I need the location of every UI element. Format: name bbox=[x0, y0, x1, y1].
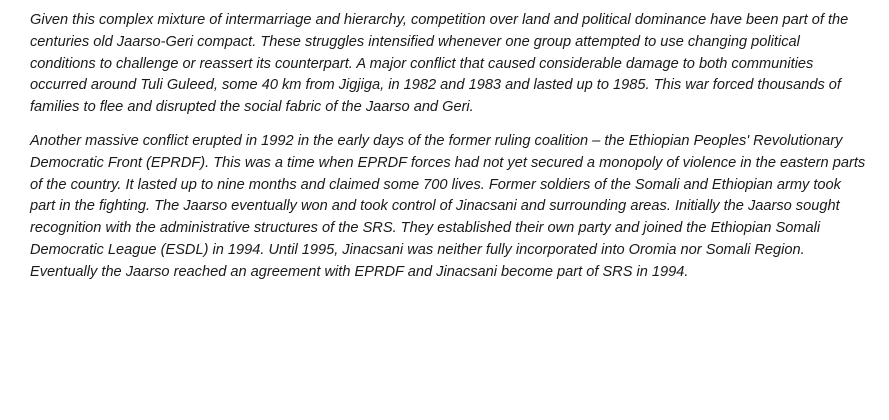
paragraph-jaarso-geri-compact: Given this complex mixture of intermarriage and hierarchy, competition over land and political dominance have been part of the centuries old Jaarso-Geri compact. These struggles intensified whenever one group attempted to use changing political conditions to challenge or reassert its counterpart. A major conflict that caused considerable damage to both communities occurred around Tuli Guleed, some 40 km from Jigjiga, in 1982 and 1983 and lasted up to 1985. This war forced thousands of families to flee and disrupted the social fabric of the Jaarso and Geri. bbox=[30, 12, 849, 116]
paragraph-1992-conflict: Another massive conflict erupted in 1992 in the early days of the former ruling coalition – the Ethiopian Peoples' Revolutionary Democratic Front (EPRDF). This was a time when EPRDF forces had not yet secured a monopoly of violence in the eastern parts of the country. It lasted up to nine months and claimed some 700 lives. Former soldiers of the Somali and Ethiopian army took part in the fighting. The Jaarso eventually won and took control of Jinacsani and surrounding areas. Initially the Jaarso sought recognition with the administrative structures of the SRS. They established their own party and joined the Ethiopian Somali Democratic League (ESDL) in 1994. Until 1995, Jinacsani was neither fully incorporated into Oromia nor Somali Region. Eventually the Jaarso reached an agreement with EPRDF and Jinacsani become part of SRS in 1994. bbox=[30, 132, 866, 280]
